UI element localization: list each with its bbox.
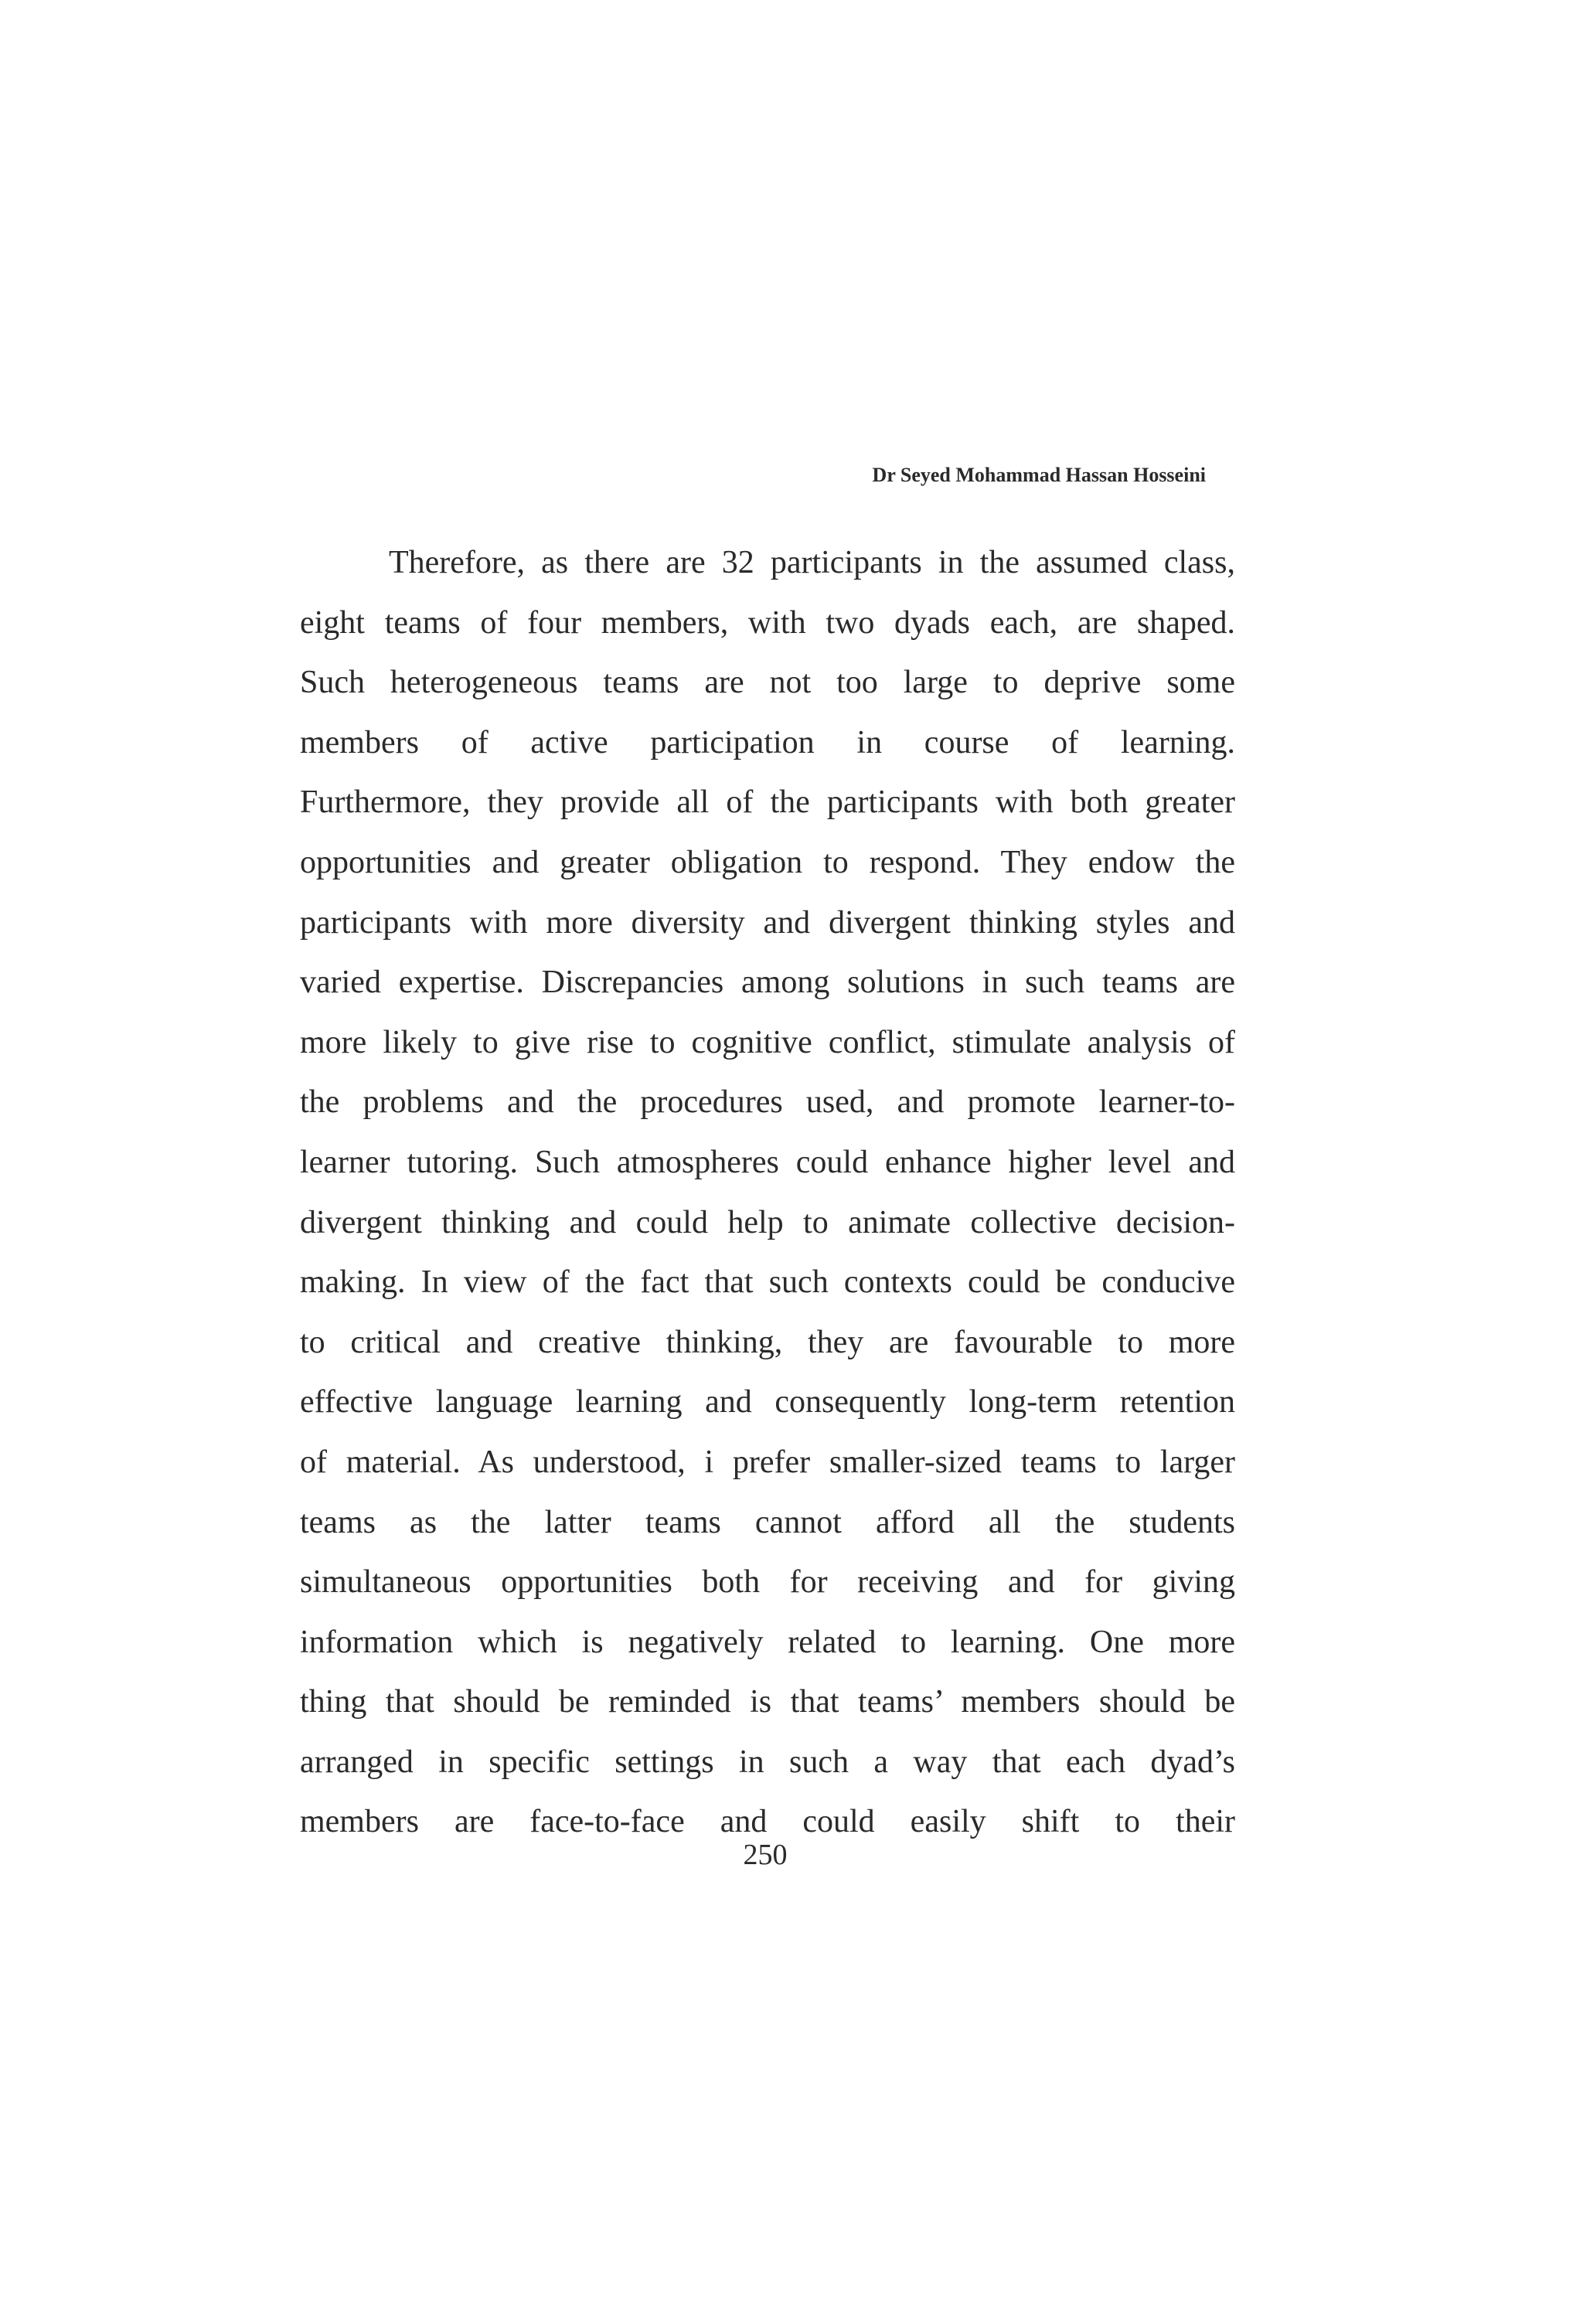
text-line: arranged in specific settings in such a way that each dyad’s: [300, 1744, 1235, 1780]
running-header-author: Dr Seyed Mohammad Hassan Hosseini: [872, 464, 1206, 486]
page-number: 250: [743, 1839, 788, 1871]
text-line: information which is negatively related to learning. One more: [300, 1624, 1235, 1660]
text-line: to critical and creative thinking, they are favourable to more: [300, 1324, 1235, 1360]
text-line: learner tutoring. Such atmospheres could enhance higher level and: [300, 1144, 1235, 1180]
body-paragraph: [300, 533, 1235, 1853]
text-line: effective language learning and consequently long-term retention: [300, 1384, 1235, 1421]
text-line: making. In view of the fact that such contexts could be conducive: [300, 1264, 1235, 1301]
text-line: Therefore, as there are 32 participants in the assumed class,: [389, 545, 1235, 580]
text-line: eight teams of four members, with two dyads each, are shaped.: [300, 604, 1235, 641]
text-line: teams as the latter teams cannot afford all the students: [300, 1504, 1235, 1540]
text-line: members are face-to-face and could easily shift to their: [300, 1804, 1235, 1840]
text-line: Such heterogeneous teams are not too large to deprive some: [300, 665, 1235, 701]
text-line: varied expertise. Discrepancies among solutions in such teams are: [300, 965, 1235, 1001]
text-line: members of active participation in course of learning.: [300, 724, 1235, 760]
page-number-container: [0, 1838, 1583, 1872]
text-line: Furthermore, they provide all of the participants with both greater: [300, 784, 1235, 821]
text-line: simultaneous opportunities both for receiving and for giving: [300, 1564, 1235, 1601]
text-line: more likely to give rise to cognitive conflict, stimulate analysis of: [300, 1024, 1235, 1060]
text-line: opportunities and greater obligation to respond. They endow the: [300, 844, 1235, 880]
text-line: participants with more diversity and divergent thinking styles and: [300, 904, 1235, 941]
text-line: of material. As understood, i prefer smaller-sized teams to larger: [300, 1444, 1235, 1480]
text-line: the problems and the procedures used, and promote learner-to-: [300, 1084, 1235, 1121]
text-line: divergent thinking and could help to animate collective decision-: [300, 1204, 1235, 1240]
text-line: thing that should be reminded is that teams’ members should be: [300, 1684, 1235, 1720]
